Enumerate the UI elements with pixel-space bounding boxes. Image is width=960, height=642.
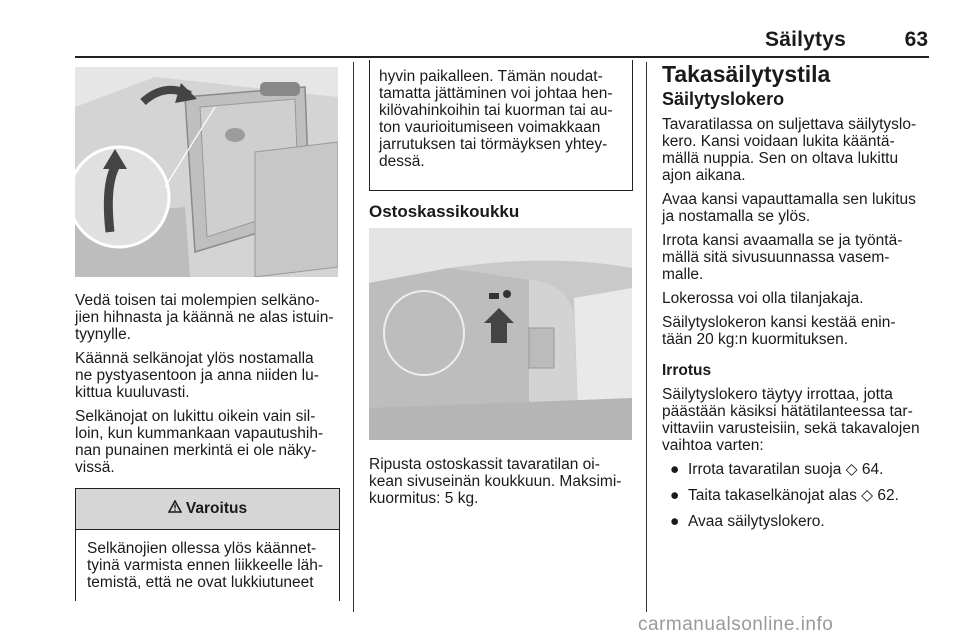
column-divider-1	[353, 62, 354, 612]
seat-backrest-illustration	[75, 67, 338, 277]
paragraph: Käännä selkänojat ylös nostamalla ne pystyasentoon ja anna niiden lu- kittua kuuluvasti.	[75, 350, 319, 401]
column-divider-2	[646, 62, 647, 612]
list-item	[662, 487, 932, 504]
warning-continuation-text: hyvin paikalleen. Tämän noudat- tamatta jättäminen voi johtaa hen- kilövahinkoihin tai kuorman tai au- ton vaurioitumiseen voimakkaan jarrutuksen tai törmäyksen yhtey- dessä.	[379, 68, 613, 170]
list-item-text: Irrota tavaratilan suoja ◇ 64.	[688, 461, 884, 478]
warning-triangle-glyph	[168, 500, 182, 513]
warning-continuation-box	[369, 60, 633, 191]
trunk-hook-drawing	[369, 228, 632, 440]
shopping-hook-text	[369, 456, 639, 514]
paragraph: Ripusta ostoskassit tavaratilan oi- kean sivuseinän koukkuun. Maksimi- kuormitus: 5 kg.	[369, 456, 622, 507]
trunk-hook-illustration	[369, 228, 632, 440]
header-rule	[75, 56, 929, 58]
list-item	[662, 513, 932, 530]
removal-heading: Irrotus	[662, 362, 712, 379]
chapter-title: Säilytys	[765, 28, 846, 51]
list-item	[662, 461, 932, 478]
page-header	[0, 0, 960, 60]
warning-text: Selkänojien ollessa ylös käännet- tyinä varmista ennen liikkeelle läh- temistä, että ne ovat lukkiutuneet	[87, 540, 324, 591]
section-heading: Takasäilytystila	[662, 61, 831, 87]
column-3-text	[662, 61, 932, 539]
list-item-text: Avaa säilytyslokero.	[688, 513, 825, 530]
paragraph: Avaa kansi vapauttamalla sen lukitus ja nostamalla se ylös.	[662, 191, 916, 225]
paragraph: Tavaratilassa on suljettava säilytyslo- kero. Kansi voidaan lukita kääntä- mällä nuppia. Sen on oltava lukittu ajon aikana.	[662, 116, 917, 184]
warning-box	[75, 488, 340, 601]
warning-triangle-icon	[168, 500, 182, 518]
seat-backrest-drawing	[75, 67, 338, 277]
paragraph: Irrota kansi avaamalla se ja työntä- mällä sitä sivusuunnassa vasem- malle.	[662, 232, 903, 283]
bullet-icon: ●	[670, 461, 680, 478]
warning-title: Varoitus	[185, 500, 248, 517]
bullet-icon: ●	[670, 487, 680, 504]
page-number: 63	[904, 28, 928, 51]
paragraph: Vedä toisen tai molempien selkäno- jien hihnasta ja käännä ne alas istuin- tyynylle.	[75, 292, 334, 343]
bullet-icon: ●	[670, 513, 680, 530]
column-1-text	[75, 292, 345, 483]
warning-header	[76, 489, 339, 530]
subsection-heading: Säilytyslokero	[662, 89, 785, 109]
list-item-text: Taita takaselkänojat alas ◇ 62.	[688, 487, 899, 504]
shopping-hook-section-title-wrap	[369, 203, 639, 220]
paragraph: Lokerossa voi olla tilanjakaja.	[662, 290, 864, 307]
removal-text: Säilytyslokero täytyy irrottaa, jotta päästään käsiksi hätätilanteessa tar- vittaviin varusteisiin, sekä takavalojen vaihtoa varten:	[662, 386, 920, 454]
paragraph: Säilytyslokeron kansi kestää enin- tään 20 kg:n kuormituksen.	[662, 314, 896, 348]
removal-steps-list	[662, 461, 932, 530]
paragraph: Selkänojat on lukittu oikein vain sil- loin, kun kummankaan vapautushih- nan punainen merkintä ei ole näky- vissä.	[75, 408, 324, 476]
section-title: Ostoskassikoukku	[369, 202, 520, 221]
watermark: carmanualsonline.info	[638, 614, 834, 635]
